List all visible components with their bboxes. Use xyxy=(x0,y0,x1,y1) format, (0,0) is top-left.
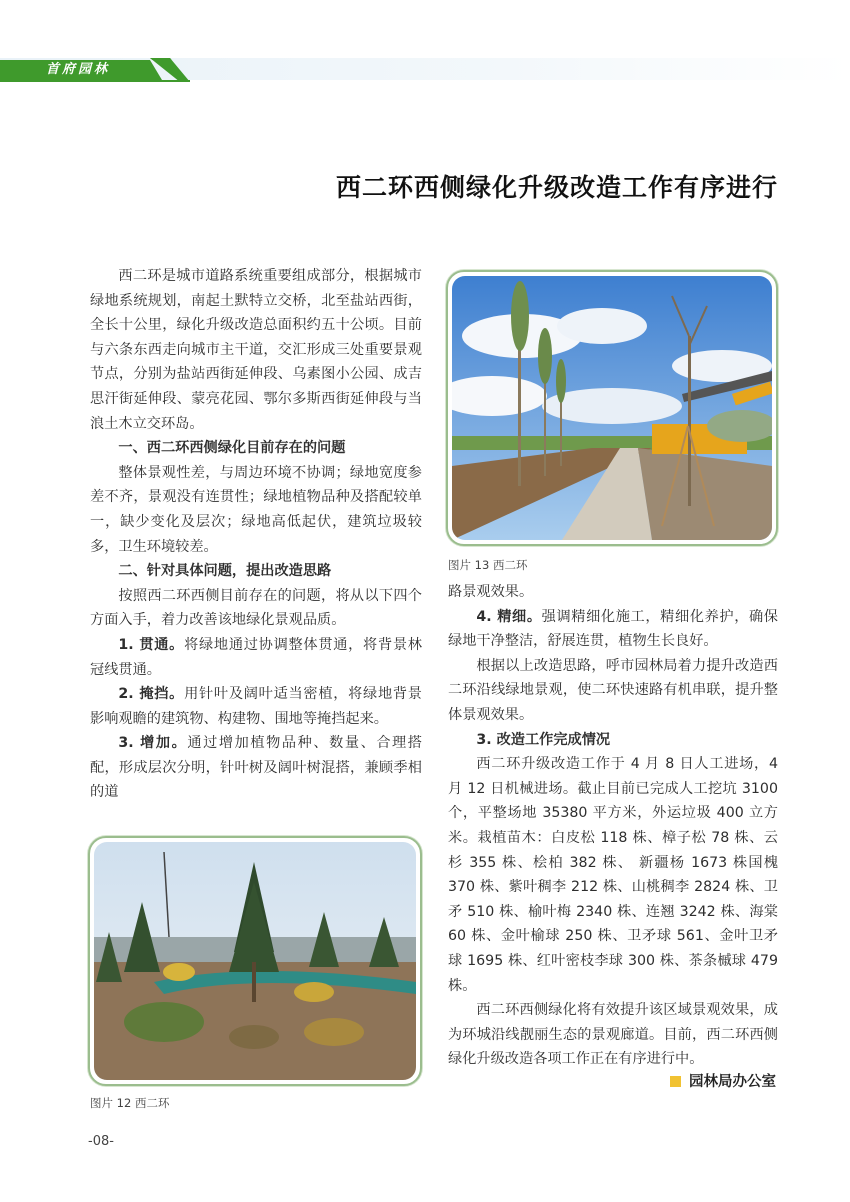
heading-problems: 一、西二环西侧绿化目前存在的问题 xyxy=(118,440,346,457)
heading-progress: 3. 改造工作完成情况 xyxy=(476,731,611,748)
article-title: 西二环西侧绿化升级改造工作有序进行 xyxy=(335,173,778,202)
street-planting-photo xyxy=(452,276,772,540)
photo-figure-13 xyxy=(446,270,778,546)
right-column xyxy=(448,580,778,1072)
section-title: 首府园林 xyxy=(46,62,111,77)
intro-paragraph: 西二环是城市道路系统重要组成部分，根据城市绿地系统规划，南起土默特立交桥，北至盐站西街，全长十公里，绿化升级改造总面积约五十公顷。目前与六条东西走向城市主干道，交汇形成三处重要景观节点，分别为盐站西街延伸段、乌素图小公园、成吉思汗街延伸段、蒙亮花园、鄂尔多斯西街延伸段与当浪土木立交环岛。 xyxy=(90,268,422,432)
point-1 xyxy=(90,633,422,682)
figure-12-caption: 图片 12 西二环 xyxy=(90,1096,170,1110)
summary-paragraph: 根据以上改造思路，呼市园林局着力提升改造西二环沿线绿地景观，使二环快速路有机串联，提升整体景观效果。 xyxy=(448,657,778,723)
point-2-label: 2. 掩挡。 xyxy=(118,686,185,703)
point-2 xyxy=(90,682,422,731)
progress-paragraph: 西二环升级改造工作于 4 月 8 日人工进场，4 月 12 日机械进场。截止目前已完成人工挖坑 3100 个，平整场地 35380 平方米，外运垃圾 400 立方米。栽植苗木：白皮松 118 株、樟子松 78 株、云杉 355 株、桧柏 382 株、 新疆杨 1673 株国槐 370 株、紫叶稠李 212 株、山桃稠李 2824 株、卫矛 510 株、榆叶梅 2340 株、连翘 3242 株、海棠 60 株、金叶榆球 250 株、卫矛球 561、金叶卫矛球 1695 株、红叶密枝李球 300 株、茶条槭球 479 株。 xyxy=(448,756,778,994)
point-4 xyxy=(448,605,778,654)
point-3 xyxy=(90,731,422,805)
point-1-text: 将绿地通过协调整体贯通，将背景林冠线贯通。 xyxy=(90,636,422,678)
section-underline xyxy=(0,80,190,82)
point-2-text: 用针叶及阔叶适当密植，将绿地背景影响观瞻的建筑物、构建物、围地等掩挡起来。 xyxy=(90,686,422,727)
point-3-text: 通过增加植物品种、数量、合理搭配，形成层次分明，针叶树及阔叶树混搭，兼顾季相的道 xyxy=(90,735,422,801)
page-number: -08- xyxy=(88,1134,114,1149)
figure-13-caption: 图片 13 西二环 xyxy=(448,558,528,572)
left-column xyxy=(90,264,422,805)
ideas-paragraph: 按照西二环西侧目前存在的问题，将从以下四个方面入手，着力改善该地绿化景观品质。 xyxy=(90,587,422,629)
park-greening-photo xyxy=(94,842,416,1080)
point-4-label: 4. 精细。 xyxy=(476,608,542,625)
signature-text: 园林局办公室 xyxy=(689,1074,776,1090)
signature-square-icon xyxy=(670,1076,681,1087)
point-1-label: 1. 贯通。 xyxy=(118,636,185,653)
problems-paragraph: 整体景观性差，与周边环境不协调；绿地宽度参差不齐，景观没有连贯性；绿地植物品种及搭配较单一，缺少变化及层次；绿地高低起伏，建筑垃圾较多，卫生环境较差。 xyxy=(90,464,422,555)
point-4-text: 强调精细化施工，精细化养护，确保绿地干净整洁，舒展连贯，植物生长良好。 xyxy=(448,608,778,650)
heading-ideas: 二、针对具体问题，提出改造思路 xyxy=(118,563,332,580)
photo-figure-12 xyxy=(88,836,422,1086)
conclusion-paragraph: 西二环西侧绿化将有效提升该区域景观效果，成为环城沿线靓丽生态的景观廊道。目前，西二环西侧绿化升级改造各项工作正在有序进行中。 xyxy=(448,1002,778,1068)
point-3-continued: 路景观效果。 xyxy=(448,584,534,600)
point-3-label: 3. 增加。 xyxy=(118,735,188,752)
